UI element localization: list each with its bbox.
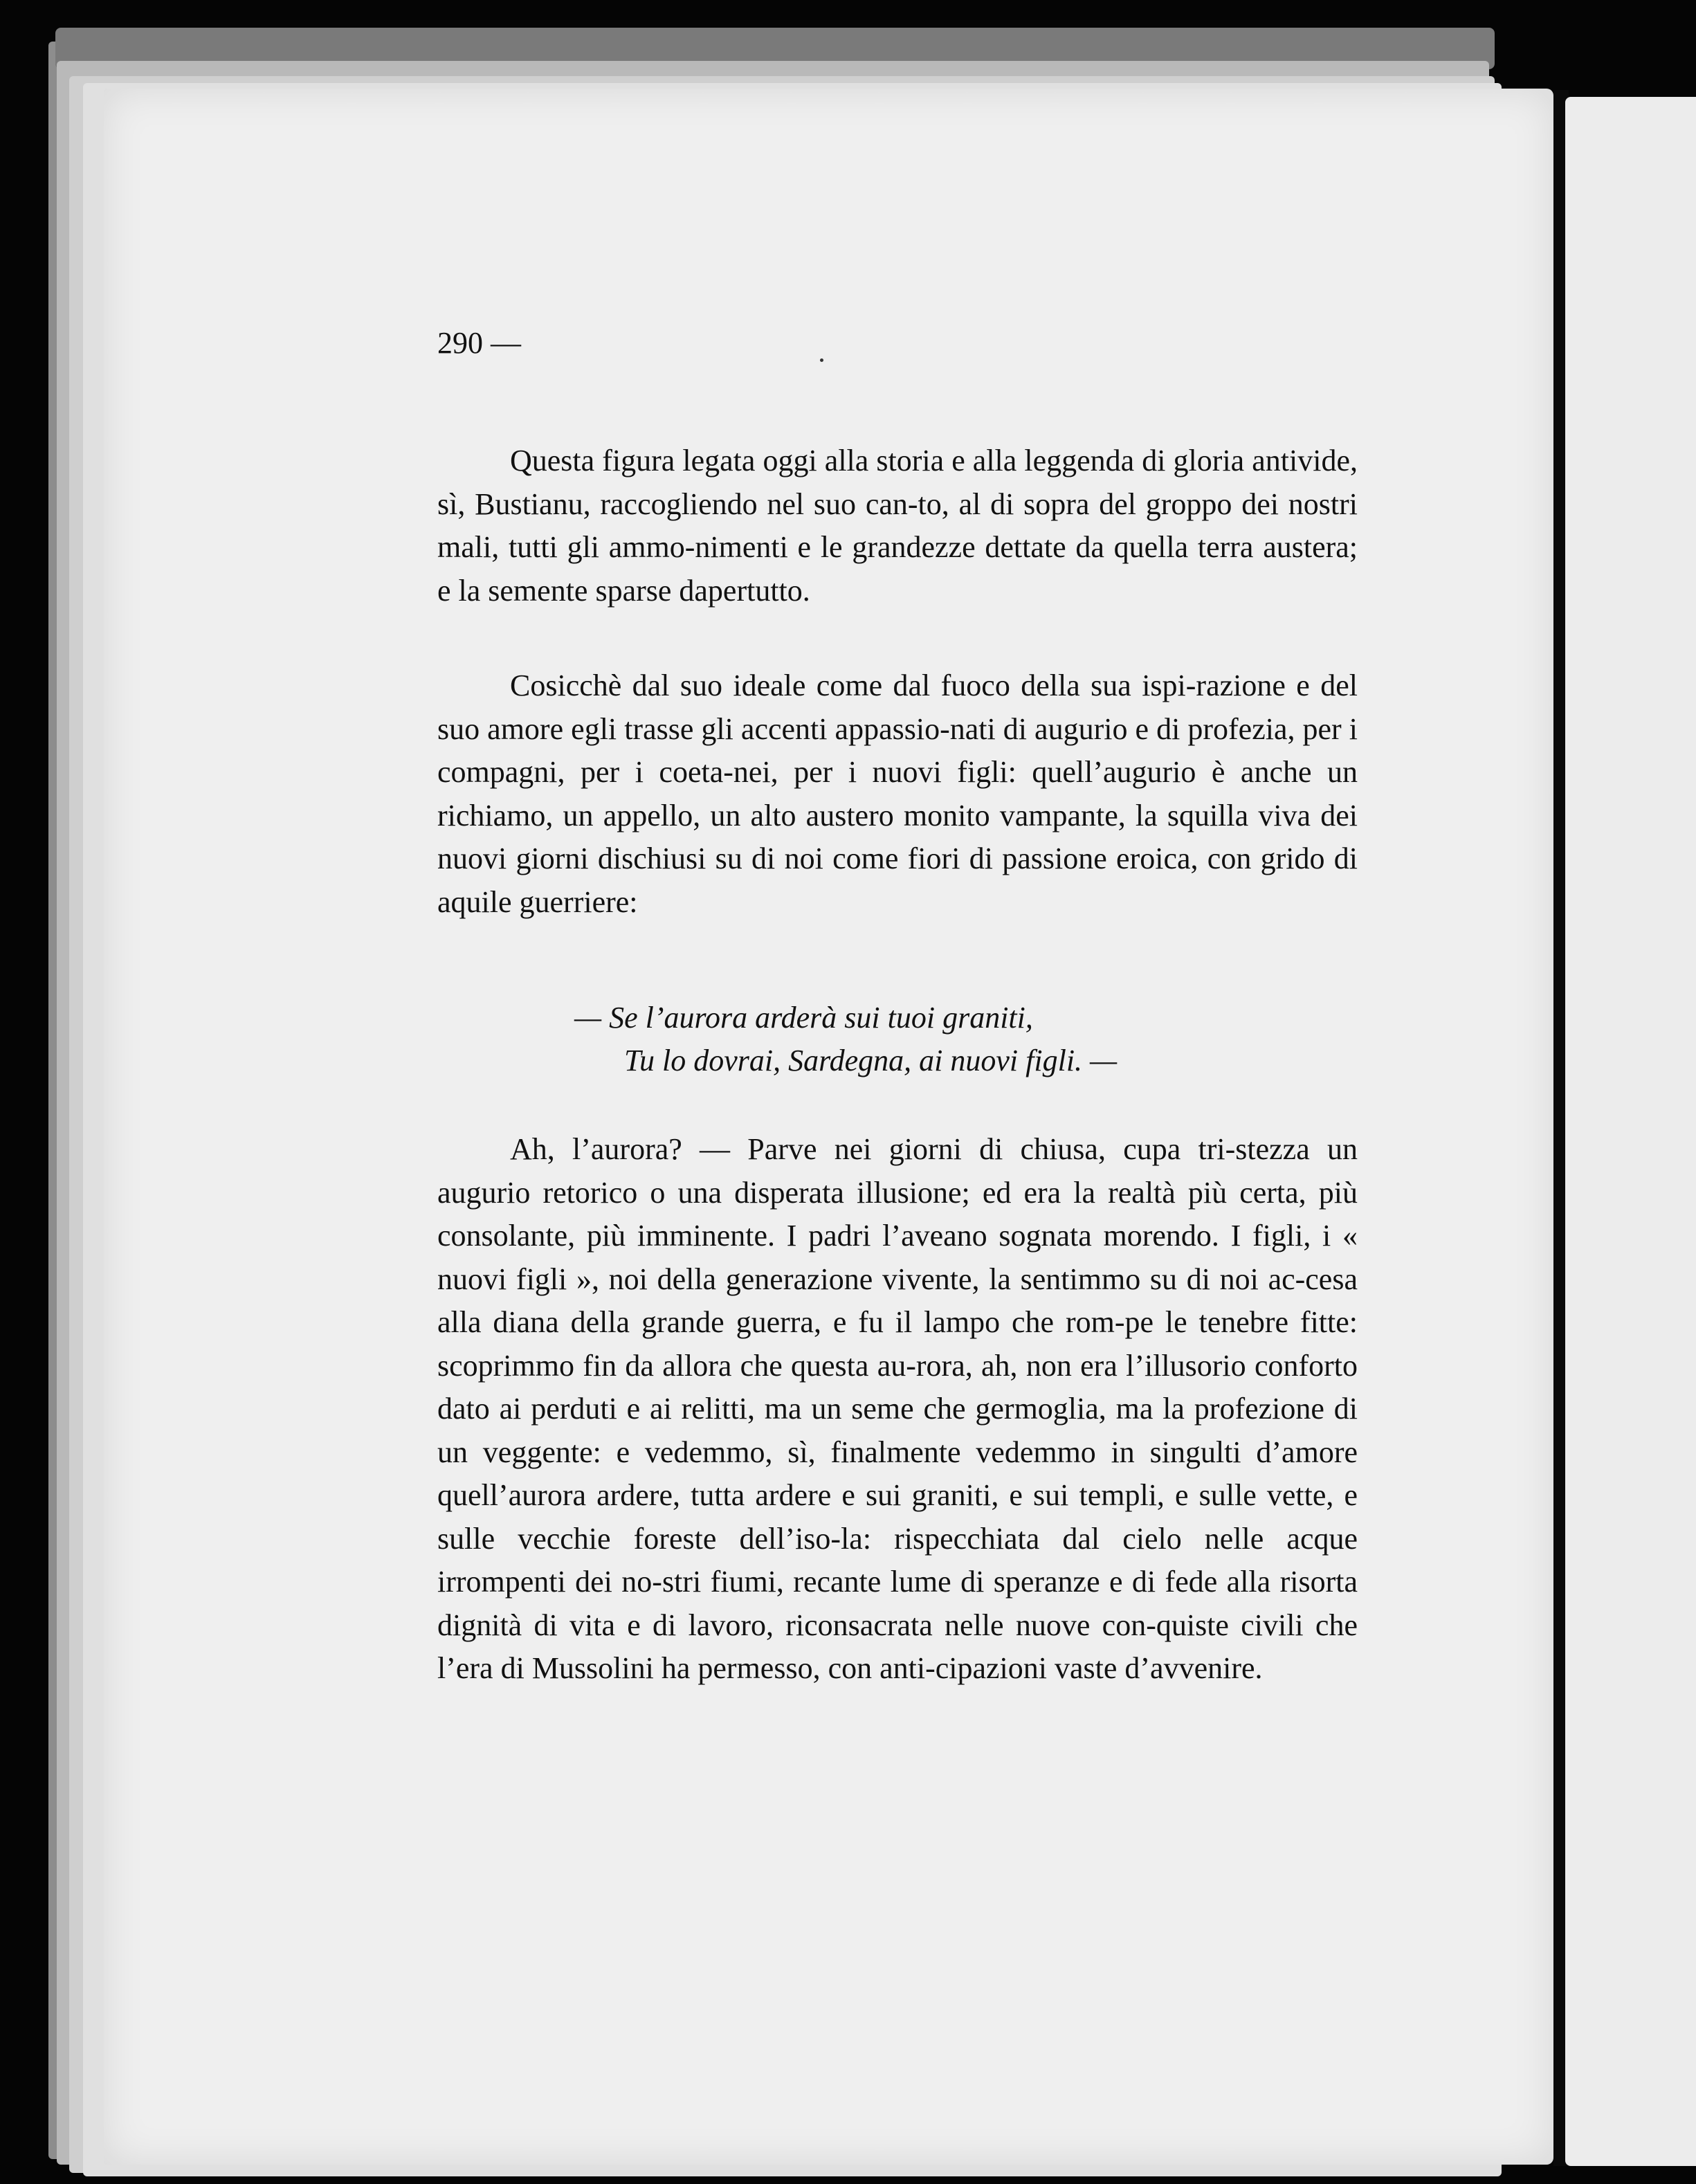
verse-line: — Se l’aurora arderà sui tuoi graniti, [574, 1001, 1033, 1035]
facing-page [1565, 97, 1696, 2166]
print-speck [820, 358, 823, 362]
verse-quotation [574, 997, 1117, 1082]
paragraph: Questa figura legata oggi alla storia e alla leggenda di gloria antivide, sì, Bustianu, raccogliendo nel suo can-to, al di sopra del groppo dei nostri mali, tutti gli ammo-nimenti e le grandezze dettate da quella terra austera; e la semente sparse dapertutto. [437, 444, 1358, 608]
verse-line: Tu lo dovrai, Sardegna, ai nuovi figli. — [624, 1044, 1118, 1077]
page-number: 290 — [437, 326, 521, 360]
paragraph: Cosicchè dal suo ideale come dal fuoco della sua ispi-razione e del suo amore egli trasse gli accenti appassio-nati di augurio e di profezia, per i compagni, per i coeta-nei, per i nuovi figli: quell’augurio è anche un richiamo, un appello, un alto austero monito vampante, la squilla viva dei nuovi giorni dischiusi su di noi come fiori di passione eroica, con grido di aquile guerriere: [437, 668, 1358, 919]
book-page [104, 89, 1553, 2165]
paragraph: Ah, l’aurora? — Parve nei giorni di chiusa, cupa tri-stezza un augurio retorico o una disperata illusione; ed era la realtà più certa, più consolante, più imminente. I padri l’aveano sognata morendo. I figli, i « nuovi figli », noi della generazione vivente, la sentimmo su di noi ac-cesa alla diana della grande guerra, e fu il lampo che rom-pe le tenebre fitte: scoprimmo fin da allora che questa au-rora, ah, non era l’illusorio conforto dato ai perduti e ai relitti, ma un seme che germoglia, ma la profezione di un veggente: e vedemmo, sì, finalmente vedemmo in singulti d’amore quell’aurora ardere, tutta ardere e sui graniti, e sui templi, e sulle vette, e sulle vecchie foreste dell’iso-la: rispecchiata dal cielo nelle acque irrompenti dei no-stri fiumi, recante lume di speranze e di fede alla risorta dignità di vita e di lavoro, riconsacrata nelle nuove con-quiste civili che l’era di Mussolini ha permesso, con anti-cipazioni vaste d’avvenire. [437, 1132, 1358, 1685]
